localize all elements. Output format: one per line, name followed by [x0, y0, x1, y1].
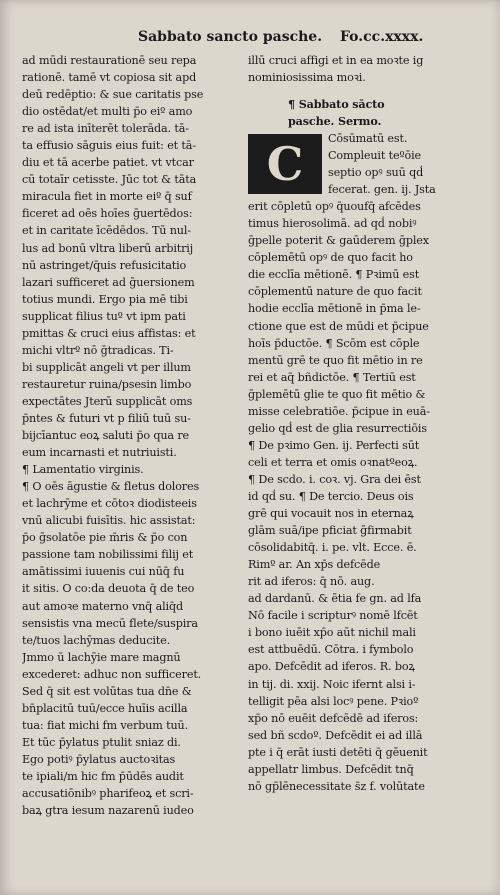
- text-line: fecerat. gen. ij. Jsta: [328, 183, 436, 197]
- text-line: rei et aq̄ bñdictōe. ¶ Tertiū est: [248, 370, 416, 384]
- text-line: pte i q̄ erāt iusti detēti q̄ gēuenit: [248, 745, 428, 759]
- text-line: diu et tā acerbe patiet. vt vtcar: [22, 156, 194, 170]
- text-line: bn̄placitū tuū/ecce huīis acilla: [22, 701, 188, 715]
- text-line: Et tūc p̄ylatus ptulit sniaz di.: [22, 735, 181, 749]
- text-line: ¶ De scdo. i. coꝛ. vj. Gra dei ēst: [248, 472, 421, 486]
- text-line: in tij. di. xxij. Noic ifernt alsi i-: [248, 677, 416, 691]
- text-line: Rimº ar. An xp̄s defcēde: [248, 558, 381, 572]
- text-line: i bono iuēit xp̄o aūt nichil mali: [248, 626, 416, 640]
- sermon-heading: ¶ Sabbato sācto: [288, 97, 385, 112]
- text-line: p̄ntes & futuri vt p filiū tuū su-: [22, 411, 191, 425]
- text-line: ta effusio sāguis eius fuit: et tā-: [22, 139, 196, 153]
- text-line: ¶ Lamentatio virginis.: [22, 463, 144, 477]
- text-line: mentū grē te quo fit mētio in re: [248, 353, 423, 367]
- text-line: id qḋ su. ¶ De tercio. Deus ois: [248, 489, 414, 503]
- left-column: [22, 52, 244, 819]
- right-column: [248, 52, 484, 795]
- text-line: hoīs p̄ductōe. ¶ Scōm est cōple: [248, 336, 420, 350]
- decorated-initial-letter: C: [248, 134, 322, 194]
- text-line: te/tuos lachȳmas deducite.: [22, 633, 170, 647]
- text-line: Jmmo ū lachȳie mare magnū: [22, 650, 181, 664]
- text-line: passione tam nobilissimi filij et: [22, 548, 194, 562]
- text-line: Cōsūmatū est.: [328, 132, 408, 146]
- page-header: [0, 26, 500, 48]
- sermon-heading-sub: pasche. Sermo.: [288, 114, 382, 129]
- text-line: miracula fiet in morte eiº q̄ suf: [22, 190, 192, 204]
- text-line: nominiosissima moꝛi.: [248, 71, 366, 85]
- text-line: bi supplicāt angeli vt per illum: [22, 360, 191, 374]
- text-line: pmittas & cruci eius affistas: et: [22, 326, 196, 340]
- text-line: celi et terra et omis oꝛnatºeoꝝ.: [248, 455, 418, 469]
- text-line: ctione que est de mūdi et p̄cipue: [248, 319, 429, 333]
- text-line: sensistis vna mecū flete/suspira: [22, 616, 198, 630]
- text-line: misse celebratiōe. p̄cipue in euā-: [248, 404, 430, 418]
- text-line: deū redēptio: & sue caritatis pse: [22, 88, 204, 102]
- text-line: ficeret ad oēs hoīes ḡuertēdos:: [22, 207, 193, 221]
- text-line: michi vltrº nō ḡtradicas. Ti-: [22, 343, 174, 357]
- text-line: amātissimi iuuenis cui nūq̄ fu: [22, 565, 185, 579]
- text-line: Nō facile i scripturꝰ nomē lfcēt: [248, 609, 418, 623]
- text-line: baꝝ gtra iesum nazarenū iudeo: [22, 804, 194, 818]
- text-line: totius mundi. Ergo pia mē tibi: [22, 292, 188, 306]
- folio-number: Fo.cc.xxxx.: [340, 29, 424, 45]
- text-line: ḡpelle poterit & gaūderem ḡplex: [248, 234, 429, 248]
- text-line: nū astringet/q̄uis refusicitatio: [22, 258, 187, 272]
- text-line: rit ad iferos: q̄ nō. aug.: [248, 575, 375, 589]
- text-line: et in caritate īcēdēdos. Tū nul-: [22, 224, 191, 238]
- text-line: timus hierosolimā. ad qḋ nobiꝰ: [248, 217, 417, 231]
- text-line: ¶ De pꝛimo Gen. ij. Perfecti sūt: [248, 438, 420, 452]
- text-line: p̄o ḡsolatōe pie m̄ris & p̄o con: [22, 531, 188, 545]
- initial-block: [248, 130, 484, 198]
- text-line: excederet: adhuc non sufficeret.: [22, 667, 202, 681]
- text-line: bijcīantuc eoꝝ saluti p̄o qua re: [22, 429, 190, 443]
- text-line: vnū alicubi fuisītis. hic assistat:: [22, 514, 196, 528]
- text-line: cū totaīr cetisste. Jūc tot & tāta: [22, 173, 197, 187]
- text-line: erit cōpletū opꝰ q̄uoufq̄ afcēdes: [248, 200, 421, 214]
- text-line: Compleuit teºōie: [328, 149, 422, 163]
- text-line: re ad ista inīterēt tolerāda. tā-: [22, 122, 189, 136]
- text-line: est attbuēdū. Cōtra. i fymbolo: [248, 643, 414, 657]
- text-line: telligit pēa alsi locꝰ pene. Pꝛioº: [248, 694, 419, 708]
- text-line: expectātes Jterū supplicāt oms: [22, 394, 193, 408]
- text-line: Ego potiꝰ p̄ylatus auctoꝛitas: [22, 752, 176, 766]
- text-line: gelio qḋ est de glia resurrectiōis: [248, 421, 427, 435]
- text-line: appellatr limbus. Defcēdit tnq̄: [248, 762, 414, 776]
- text-line: xp̄o nō euēit defcēdē ad iferos:: [248, 711, 419, 725]
- text-line: supplicat filius tuº vt ipm pati: [22, 309, 186, 323]
- text-line: ad mūdi restaurationē seu repa: [22, 54, 197, 67]
- text-line: et lachrȳme et cōtoꝛ diodisteeis: [22, 497, 197, 511]
- text-line: septio opꝰ suū qḋ: [328, 166, 424, 180]
- text-line: Sed q̄ sit est volūtas tua dn̄e &: [22, 684, 192, 698]
- text-line: sed bñ scdoº. Defcēdit ei ad illā: [248, 728, 423, 742]
- text-line: lazari sufficeret ad ḡuersionem: [22, 275, 195, 289]
- text-line: nō gp̄lēnecessitate s̄z f. volūtate: [248, 779, 425, 793]
- text-line: te ipiali/m hic fm p̄ūdēs audit: [22, 769, 184, 783]
- text-line: ad dardanū. & ētia fe gn. ad lfa: [248, 592, 422, 606]
- text-line: eum incarnasti et nutriuisti.: [22, 446, 177, 460]
- text-line: rationē. tamē vt copiosa sit apd: [22, 71, 197, 85]
- text-line: aut amoꝛe materno vnq̄ aliq̄d: [22, 599, 184, 613]
- text-line: apo. Defcēdit ad iferos. R. boꝝ: [248, 660, 415, 674]
- text-line: dio ostēdat/et multi p̄o eiº amo: [22, 105, 193, 119]
- text-line: illū cruci affigi et in ea moꝛte ig: [248, 54, 424, 67]
- running-title: Sabbato sancto pasche.: [138, 29, 323, 45]
- text-line: accusatiōnibꝰ pharifeoꝝ et scri-: [22, 787, 194, 801]
- text-line: hodie ecclīa mētionē in p̄ma le-: [248, 302, 421, 316]
- text-line: cōplemētū opꝰ de quo facit ho: [248, 251, 413, 265]
- text-line: glām suā/ipe pficiat ḡfirmabit: [248, 524, 412, 538]
- text-line: cōplementū nature de quo facit: [248, 285, 422, 299]
- text-line: ¶ O oēs āgustie & fletus dolores: [22, 480, 200, 494]
- text-line: grē qui vocauit nos in eternaꝝ: [248, 507, 414, 521]
- text-line: restauretur ruina/psesin limbo: [22, 377, 192, 391]
- text-line: cōsolidabitq̄. i. pe. vlt. Ecce. ē.: [248, 541, 417, 555]
- text-line: it sitis. O co:da deuota q̄ de teo: [22, 582, 195, 596]
- text-line: ḡplemētū glie te quo fit mētio &: [248, 387, 426, 401]
- text-line: die ecclīa mētionē. ¶ Pꝛimū est: [248, 268, 420, 282]
- text-line: tua: fiat michi fm verbum tuū.: [22, 718, 189, 732]
- text-line: lus ad bonū vltra liberū arbitrij: [22, 241, 194, 255]
